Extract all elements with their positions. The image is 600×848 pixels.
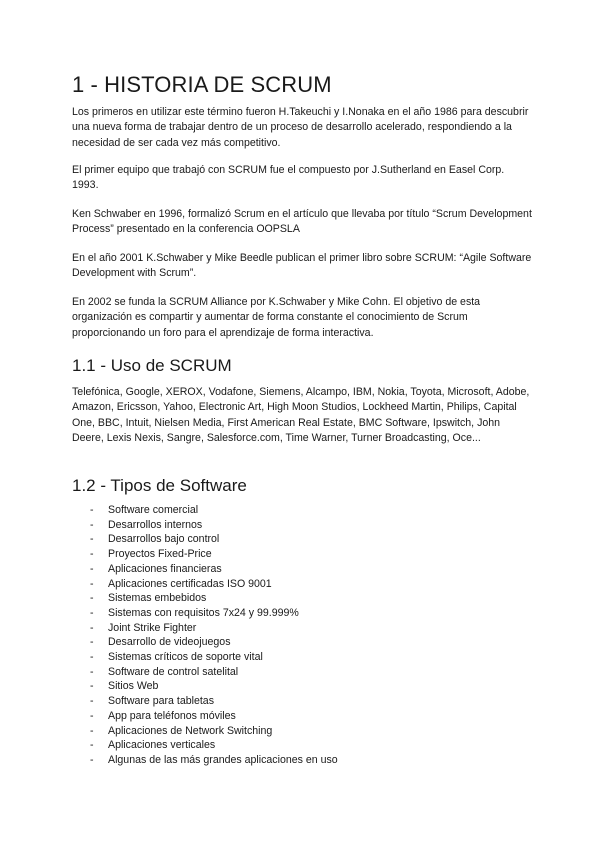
list-item: - Proyectos Fixed-Price xyxy=(72,547,338,562)
list-item: - Sitios Web xyxy=(72,679,338,694)
paragraph-scrum-alliance: En 2002 se funda la SCRUM Alliance por K.Schwaber y Mike Cohn. El objetivo de esta organización es compartir y aumentar de forma constante el conocimiento de Scrum proporcionando un foro para el aprendizaje de forma interactiva. xyxy=(72,296,481,339)
list-item: - Desarrollos internos xyxy=(72,518,338,533)
software-types-list xyxy=(72,503,338,768)
list-item: - Joint Strike Fighter xyxy=(72,621,338,636)
list-item: - App para teléfonos móviles xyxy=(72,709,338,724)
list-item: - Desarrollos bajo control xyxy=(72,532,338,547)
paragraph-origin: Los primeros en utilizar este término fueron H.Takeuchi y I.Nonaka en el año 1986 para descubrir una nueva forma de trabajar dentro de un proceso de desarrollo acelerado, respondiendo a la necesidad de ser cada vez más competitivo. xyxy=(72,106,529,149)
list-item: - Aplicaciones de Network Switching xyxy=(72,724,338,739)
list-item: - Sistemas embebidos xyxy=(72,591,338,606)
list-item: - Software de control satelital xyxy=(72,665,338,680)
section-title-uso: 1.1 - Uso de SCRUM xyxy=(72,356,232,375)
paragraph-first-book: En el año 2001 K.Schwaber y Mike Beedle publican el primer libro sobre SCRUM: “Agile Software Development with Scrum”. xyxy=(72,252,532,280)
list-item: - Aplicaciones financieras xyxy=(72,562,338,577)
list-item: - Aplicaciones certificadas ISO 9001 xyxy=(72,577,338,592)
paragraph-first-team: El primer equipo que trabajó con SCRUM fue el compuesto por J.Sutherland en Easel Corp. 1993. xyxy=(72,164,505,192)
companies-paragraph: Telefónica, Google, XEROX, Vodafone, Siemens, Alcampo, IBM, Nokia, Toyota, Microsoft, Adobe, Amazon, Ericsson, Yahoo, Electronic Art, High Moon Studios, Lockheed Martin, Philips, Capital One, BBC, Intuit, Nielsen Media, First American Real Estate, BMC Software, Ipswitch, John Deere, Lexis Nexis, Sangre, Salesforce.com, Time Warner, Turner Broadcasting, Oce... xyxy=(72,386,530,444)
list-item: - Sistemas con requisitos 7x24 y 99.999% xyxy=(72,606,338,621)
section-title-tipos: 1.2 - Tipos de Software xyxy=(72,476,247,495)
list-item: - Software comercial xyxy=(72,503,338,518)
list-item: - Desarrollo de videojuegos xyxy=(72,635,338,650)
list-item: - Sistemas críticos de soporte vital xyxy=(72,650,338,665)
paragraph-schwaber-1996: Ken Schwaber en 1996, formalizó Scrum en el artículo que llevaba por título “Scrum Development Process” presentado en la conferencia OOPSLA xyxy=(72,208,532,236)
list-item: - Algunas de las más grandes aplicaciones en uso xyxy=(72,753,338,768)
list-item: - Software para tabletas xyxy=(72,694,338,709)
page-title: 1 - HISTORIA DE SCRUM xyxy=(72,72,332,97)
list-item: - Aplicaciones verticales xyxy=(72,738,338,753)
